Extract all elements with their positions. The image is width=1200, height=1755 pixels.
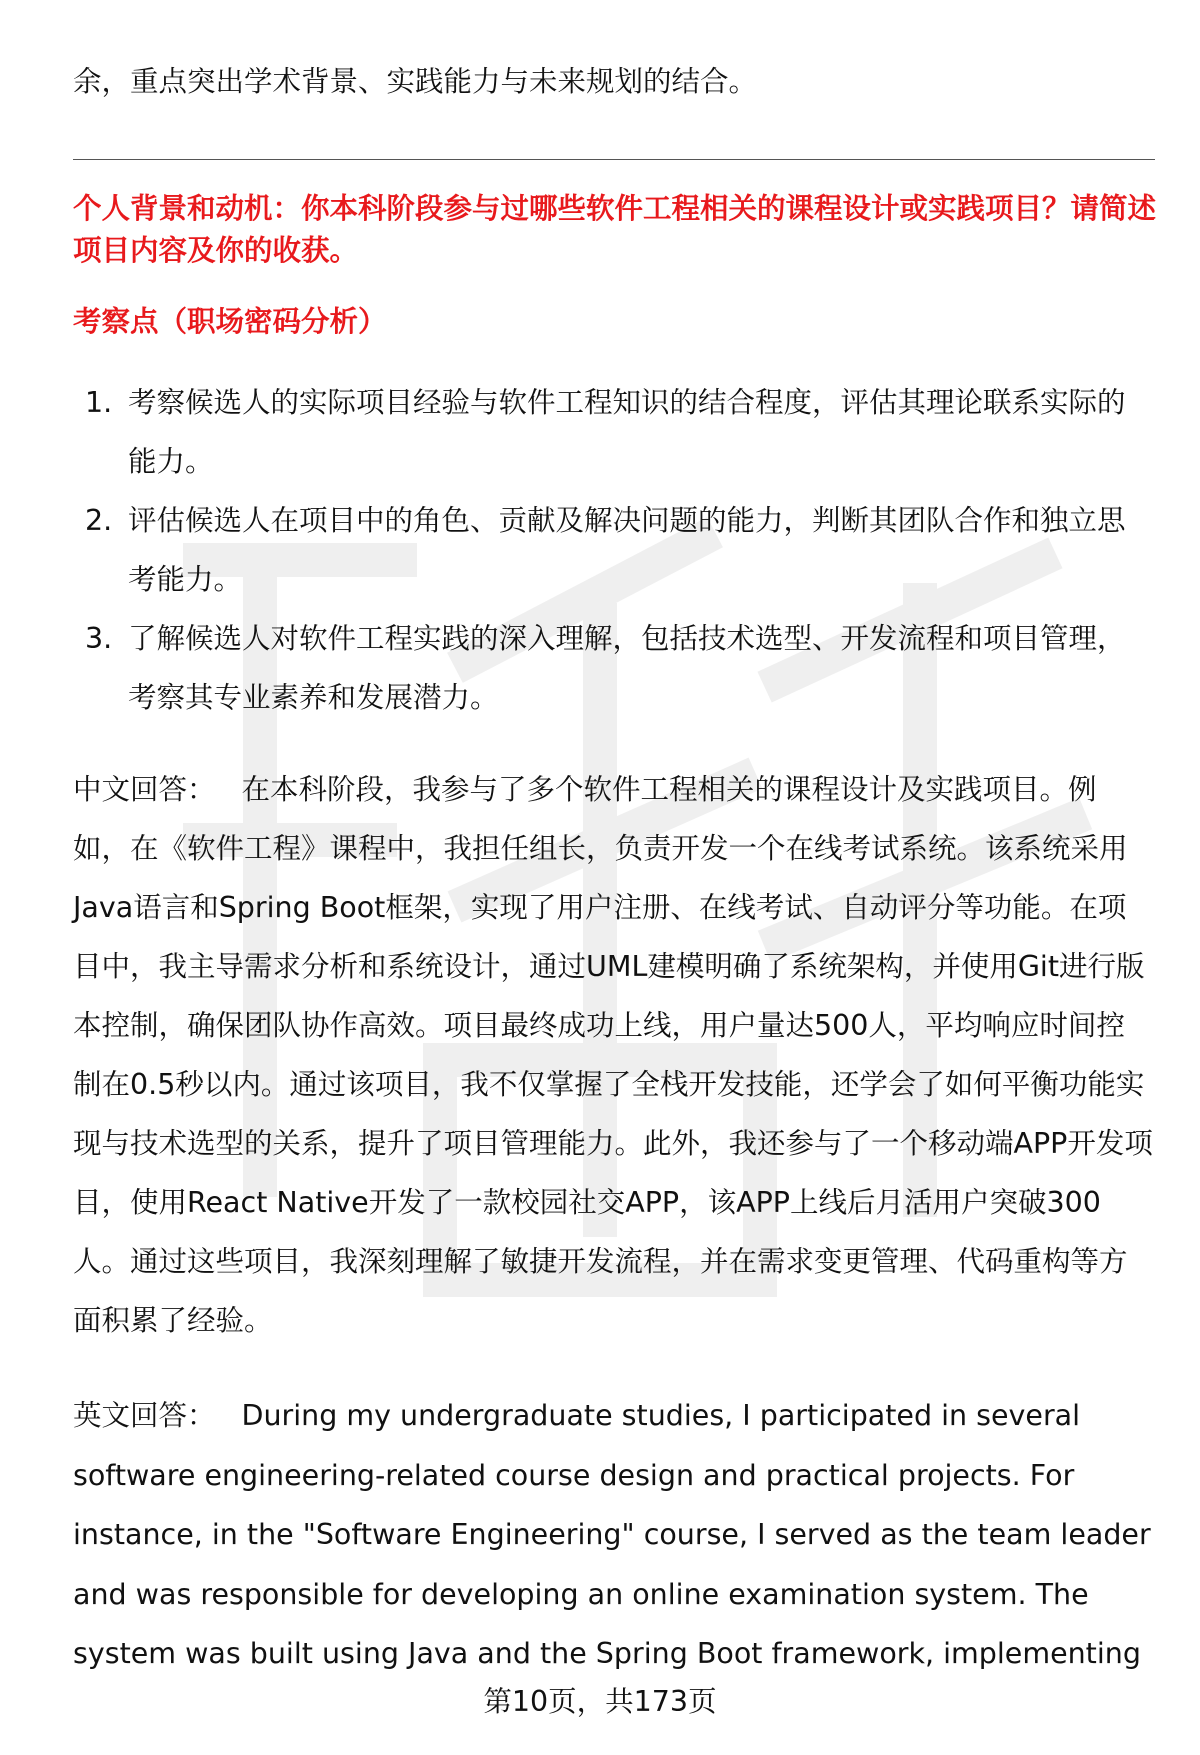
chinese-answer-label: 中文回答： [73, 773, 216, 806]
assessment-list [73, 373, 1153, 727]
list-item-text: 了解候选人对软件工程实践的深入理解，包括技术选型、开发流程和项目管理，考察其专业素养和发展潜力。 [128, 622, 1126, 714]
list-item [73, 609, 1153, 727]
english-answer [73, 1386, 1153, 1684]
section-divider [73, 159, 1155, 160]
question-title: 个人背景和动机：你本科阶段参与过哪些软件工程相关的课程设计或实践项目？请简述项目内容及你的收获。 [73, 192, 1157, 267]
list-item-number: 3. [85, 622, 113, 655]
page-number: 第10页，共173页 [483, 1685, 717, 1718]
list-item-number: 1. [85, 386, 113, 419]
list-item-text: 考察候选人的实际项目经验与软件工程知识的结合程度，评估其理论联系实际的能力。 [128, 386, 1126, 478]
assessment-heading: 考察点（职场密码分析） [73, 305, 387, 338]
list-item-text: 评估候选人在项目中的角色、贡献及解决问题的能力，判断其团队合作和独立思考能力。 [128, 504, 1126, 596]
list-item-number: 2. [85, 504, 113, 537]
chinese-answer [73, 760, 1153, 1350]
intro-tail-text: 余，重点突出学术背景、实践能力与未来规划的结合。 [73, 65, 758, 98]
chinese-answer-text: 在本科阶段，我参与了多个软件工程相关的课程设计及实践项目。例如，在《软件工程》课程中，我担任组长，负责开发一个在线考试系统。该系统采用Java语言和Spring Boot框架，实现了用户注册、在线考试、自动评分等功能。在项目中，我主导需求分析和系统设计，通过UML建模明确了系统架构，并使用Git进行版本控制，确保团队协作高效。项目最终成功上线，用户量达500人，平均响应时间控制在0.5秒以内。通过该项目，我不仅掌握了全栈开发技能，还学会了如何平衡功能实现与技术选型的关系，提升了项目管理能力。此外，我还参与了一个移动端APP开发项目，使用React Native开发了一款校园社交APP，该APP上线后月活用户突破300人。通过这些项目，我深刻理解了敏捷开发流程，并在需求变更管理、代码重构等方面积累了经验。 [73, 773, 1153, 1337]
english-answer-label: 英文回答： [73, 1399, 216, 1432]
list-item [73, 491, 1153, 609]
english-answer-text: During my undergraduate studies, I participated in several software engineering-related course design and practical projects. For instance, in the "Software Engineering" course, I served as the team leader and was responsible for developing an online examination system. The system was built using Java and the Spring Boot framework, implementing [73, 1399, 1151, 1670]
list-item [73, 373, 1153, 491]
